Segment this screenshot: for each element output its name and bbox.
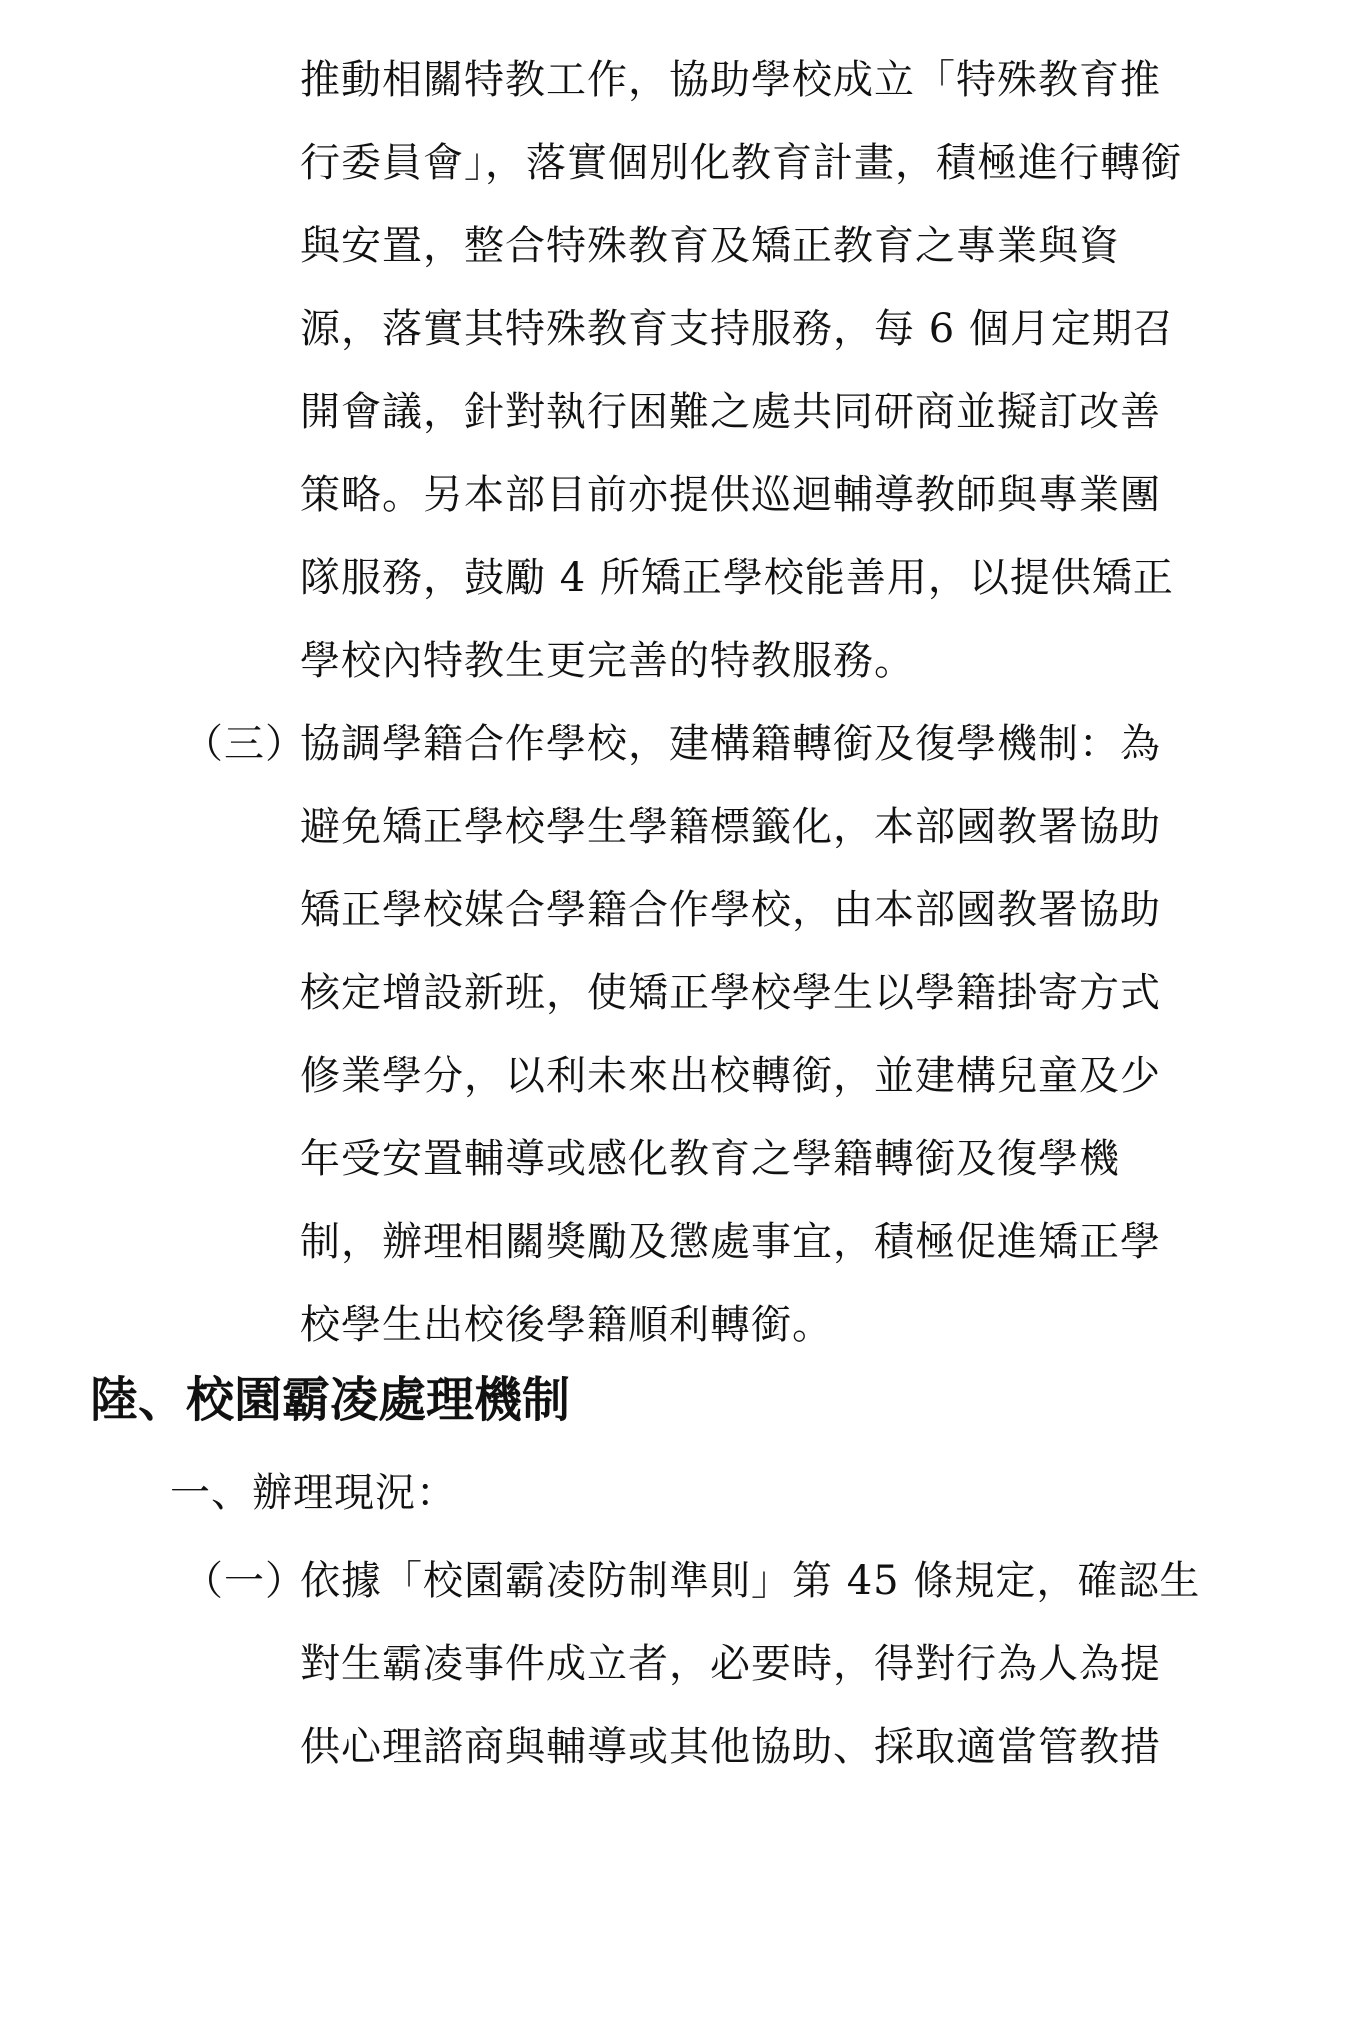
item-one-line: 對生霸凌事件成立者，必要時，得對行為人為提: [300, 1641, 1161, 1687]
paragraph-line: 隊服務，鼓勵 4 所矯正學校能善用，以提供矯正: [300, 555, 1174, 601]
subsection-heading: 一、辦理現況：: [170, 1470, 457, 1516]
paragraph-line: 行委員會」，落實個別化教育計畫，積極進行轉銜: [300, 140, 1182, 186]
paragraph-line: 學校內特教生更完善的特教服務。: [300, 638, 915, 684]
paragraph-line: 策略。另本部目前亦提供巡迴輔導教師與專業團: [300, 472, 1161, 518]
paragraph-line: 與安置，整合特殊教育及矯正教育之專業與資: [300, 223, 1120, 269]
item-three-line: 制，辦理相關獎勵及懲處事宜，積極促進矯正學: [300, 1219, 1161, 1265]
section-heading: 陸、校園霸凌處理機制: [90, 1372, 571, 1428]
item-one-line: 供心理諮商與輔導或其他協助、採取適當管教措: [300, 1724, 1161, 1770]
item-three-line: 核定增設新班，使矯正學校學生以學籍掛寄方式: [300, 970, 1161, 1016]
item-three-line: 矯正學校媒合學籍合作學校，由本部國教署協助: [300, 887, 1161, 933]
item-three-line: 避免矯正學校學生學籍標籤化，本部國教署協助: [300, 804, 1161, 850]
item-one-line: 依據「校園霸凌防制準則」第 45 條規定，確認生: [300, 1558, 1201, 1604]
paragraph-line: 源，落實其特殊教育支持服務，每 6 個月定期召: [300, 306, 1174, 352]
item-three-line: 校學生出校後學籍順利轉銜。: [300, 1302, 833, 1348]
paragraph-line: 開會議，針對執行困難之處共同研商並擬訂改善: [300, 389, 1161, 435]
item-three-line: 修業學分，以利未來出校轉銜，並建構兒童及少: [300, 1053, 1161, 1099]
paragraph-line: 推動相關特教工作，協助學校成立「特殊教育推: [300, 57, 1161, 103]
item-three-marker: （三）: [183, 721, 306, 767]
item-three-line: 協調學籍合作學校，建構籍轉銜及復學機制：為: [300, 721, 1161, 767]
item-three-line: 年受安置輔導或感化教育之學籍轉銜及復學機: [300, 1136, 1120, 1182]
item-one-marker: （一）: [183, 1558, 306, 1604]
